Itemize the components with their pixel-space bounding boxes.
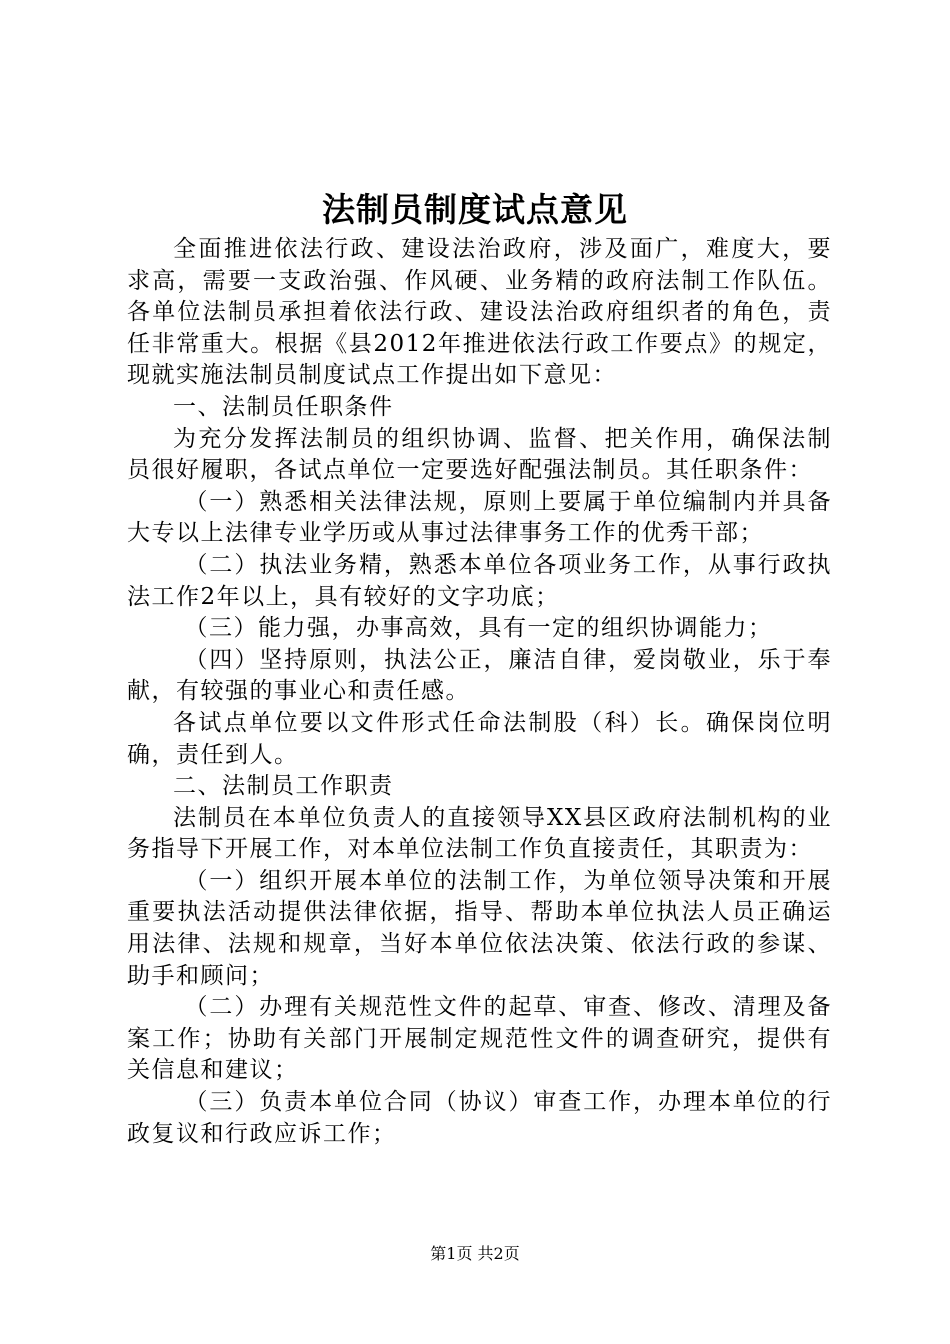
section-heading-1: 一、法制员任职条件	[173, 393, 394, 420]
duty-item-2: （二）办理有关规范性文件的起草、审查、修改、清理及备案工作；协助有关部门开展制定规范性文件的调查研究，提供有关信息和建议；	[127, 994, 832, 1084]
duty-item-3: （三）负责本单位合同（协议）审查工作，办理本单位的行政复议和行政应诉工作；	[127, 1089, 832, 1147]
condition-item-1: （一）熟悉相关法律法规，原则上要属于单位编制内并具备大专以上法律专业学历或从事过法律事务工作的优秀干部；	[127, 488, 832, 547]
condition-item-4: （四）坚持原则，执法公正，廉洁自律，爱岗敬业，乐于奉献，有较强的事业心和责任感。	[127, 646, 832, 705]
intro-paragraph: 全面推进依法行政、建设法治政府，涉及面广，难度大，要求高，需要一支政治强、作风硬、业务精的政府法制工作队伍。各单位法制员承担着依法行政、建设法治政府组织者的角色，责任非常重大。根据《县2012年推进依法行政工作要点》的规定，现就实施法制员制度试点工作提出如下意见：	[127, 236, 832, 389]
document-title: 法制员制度试点意见	[322, 190, 628, 229]
page-footer: 第1页 共2页	[430, 1244, 520, 1263]
condition-item-3: （三）能力强，办事高效，具有一定的组织协调能力；	[184, 615, 773, 642]
condition-item-2: （二）执法业务精，熟悉本单位各项业务工作，从事行政执法工作2年以上，具有较好的文字功底；	[127, 551, 832, 610]
section-1-intro: 为充分发挥法制员的组织协调、监督、把关作用，确保法制员很好履职，各试点单位一定要选好配强法制员。其任职条件：	[127, 425, 832, 484]
section-2-intro: 法制员在本单位负责人的直接领导XX县区政府法制机构的业务指导下开展工作，对本单位法制工作负直接责任，其职责为：	[127, 804, 832, 863]
document-body	[127, 234, 832, 1150]
duty-item-1: （一）组织开展本单位的法制工作，为单位领导决策和开展重要执法活动提供法律依据，指导、帮助本单位执法人员正确运用法律、法规和规章，当好本单位依法决策、依法行政的参谋、助手和顾问；	[127, 867, 832, 989]
section-heading-2: 二、法制员工作职责	[173, 773, 394, 800]
appointment-paragraph: 各试点单位要以文件形式任命法制股（科）长。确保岗位明确，责任到人。	[127, 709, 832, 768]
